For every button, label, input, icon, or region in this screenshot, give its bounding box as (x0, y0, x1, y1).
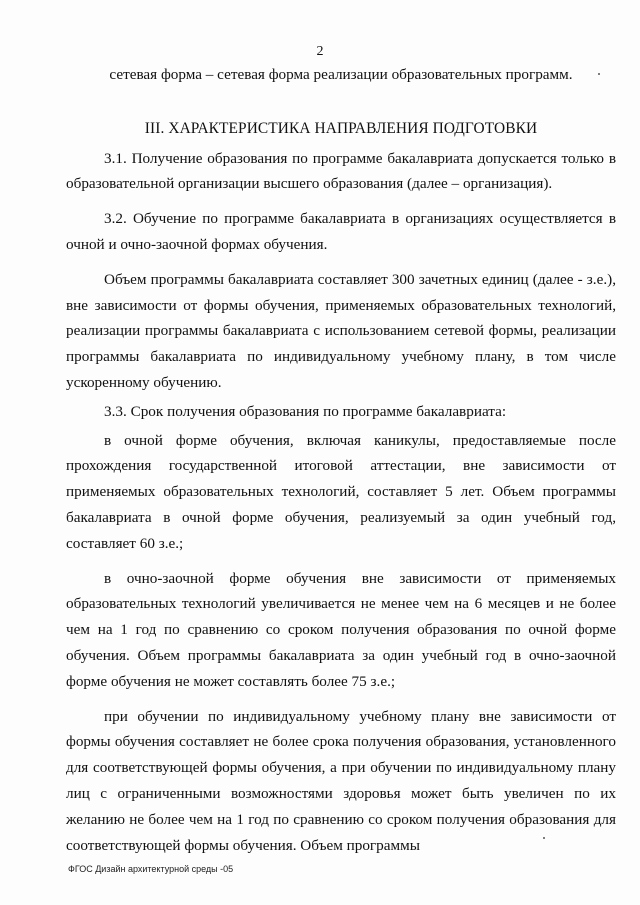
page-footer: ФГОС Дизайн архитектурной среды -05 (68, 864, 234, 874)
scan-speck (543, 837, 545, 839)
paragraph-volume: Объем программы бакалавриата составляет 300 зачетных единиц (далее - з.е.), вне зависимости от формы обучения, применяемых образовательных технологий, реализации программы бакалавриата с использованием сетевой формы, реализации программы бакалавриата по индивидуальному учебному плану, в том числе ускоренному обучению. (66, 270, 616, 391)
page-number: 2 (316, 44, 324, 59)
paragraph-3-3: 3.3. Срок получения образования по программе бакалавриата: (104, 402, 507, 420)
section-title: III. ХАРАКТЕРИСТИКА НАПРАВЛЕНИЯ ПОДГОТОВКИ (144, 119, 538, 137)
paragraph-3-1: 3.1. Получение образования по программе бакалавриата допускается только в образовательной организации высшего образования (далее – организация). (66, 149, 616, 193)
paragraph-part-time: в очно-заочной форме обучения вне зависимости от применяемых образовательных технологий увеличивается не менее чем на 6 месяцев и не более чем на 1 год по сравнению со сроком получения образования по очной форме обучения. Объем программы бакалавриата за один учебный год в очно-заочной форме обучения не может составлять более 75 з.е.; (66, 569, 616, 690)
paragraph-full-time: в очной форме обучения, включая каникулы, предоставляемые после прохождения государственной итоговой аттестации, вне зависимости от применяемых образовательных технологий, составляет 5 лет. Объем программы бакалавриата в очной форме обучения, реализуемый за один учебный год, составляет 60 з.е.; (66, 431, 616, 552)
paragraph-individual-plan: при обучении по индивидуальному учебному плану вне зависимости от формы обучения составляет не более срока получения образования, установленного для соответствующей формы обучения, а при обучении по индивидуальному плану лиц с ограниченными возможностями здоровья может быть увеличен по их желанию не более чем на 1 год по сравнению со сроком получения образования для соответствующей формы обучения. Объем программы (66, 707, 616, 854)
intro-line: сетевая форма – сетевая форма реализации образовательных программ. (109, 66, 573, 83)
scan-speck (598, 73, 600, 75)
document-body (66, 62, 616, 858)
paragraph-3-2: 3.2. Обучение по программе бакалавриата в организациях осуществляется в очной и очно-заочной формах обучения. (66, 210, 616, 253)
